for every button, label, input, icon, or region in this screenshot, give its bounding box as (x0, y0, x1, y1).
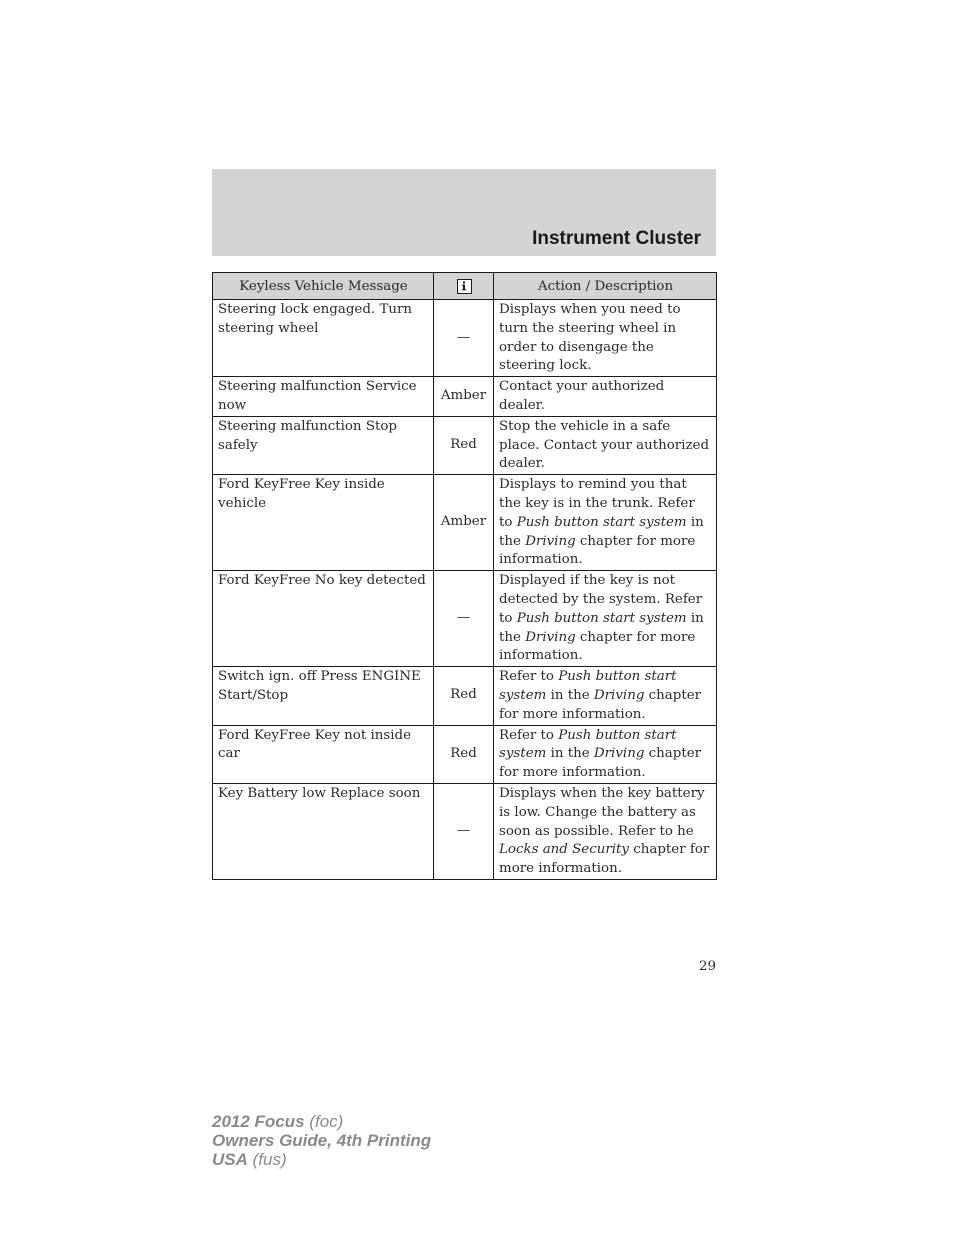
description-reference: Push button start system (516, 514, 687, 530)
description-text: chapter for more information. (499, 842, 710, 877)
description-text: in the (499, 514, 704, 549)
indicator-cell: Amber (434, 377, 494, 417)
message-cell: Ford KeyFree Key inside vehicle (213, 475, 434, 571)
description-reference: Driving (593, 746, 645, 762)
table-row (213, 377, 717, 417)
description-text: in the (546, 687, 594, 703)
description-text: chapter for more information. (499, 629, 696, 664)
table-row (213, 300, 717, 377)
footer-region: USA (212, 1150, 248, 1169)
section-title: Instrument Cluster (532, 228, 701, 249)
footer-guide: Owners Guide, 4th Printing (212, 1131, 432, 1150)
description-reference: Locks and Security (499, 842, 629, 858)
description-text: Contact your authorized dealer. (499, 379, 665, 413)
column-header-message: Keyless Vehicle Message (213, 273, 434, 300)
description-reference: Driving (525, 533, 576, 549)
description-text: Refer to (499, 669, 559, 685)
indicator-cell: Red (434, 416, 494, 474)
indicator-cell: Red (434, 725, 494, 783)
description-cell (494, 667, 717, 725)
description-reference: Push button start system (499, 669, 677, 703)
description-cell (494, 475, 717, 571)
indicator-cell: Red (434, 667, 494, 725)
description-text: Displays to remind you that the key is in the trunk. Refer to (499, 477, 695, 530)
footer-line-1 (212, 1112, 431, 1131)
section-header-band (212, 169, 716, 256)
description-text: Stop the vehicle in a safe place. Contact your authorized dealer. (499, 418, 710, 472)
message-cell: Steering malfunction Service now (213, 377, 434, 417)
message-cell: Ford KeyFree Key not inside car (213, 725, 434, 783)
table-row (213, 725, 717, 783)
message-cell: Ford KeyFree No key detected (213, 571, 434, 667)
page-number: 29 (698, 959, 716, 974)
footer-region-code: (fus) (252, 1150, 287, 1169)
footer-line-2 (212, 1131, 431, 1150)
table-header-row (213, 273, 717, 300)
keyless-message-table (212, 272, 717, 880)
description-cell (494, 725, 717, 783)
description-reference: Push button start system (516, 610, 687, 626)
description-text: Displayed if the key is not detected by the system. Refer to (499, 573, 703, 626)
table-row (213, 416, 717, 474)
indicator-cell: — (434, 300, 494, 377)
indicator-cell: — (434, 783, 494, 879)
description-cell (494, 571, 717, 667)
table-row (213, 475, 717, 571)
table-row (213, 783, 717, 879)
message-cell: Steering malfunction Stop safely (213, 416, 434, 474)
description-text: in the (499, 610, 704, 645)
document-footer (212, 1112, 431, 1169)
description-cell (494, 300, 717, 377)
description-reference: Push button start system (499, 727, 677, 762)
indicator-cell: Amber (434, 475, 494, 571)
description-text: Displays when the key battery is low. Change the battery as soon as possible. Refer to he (499, 785, 705, 839)
table-row (213, 667, 717, 725)
description-text: chapter for more information. (499, 533, 696, 568)
description-cell (494, 416, 717, 474)
footer-model: 2012 Focus (212, 1112, 305, 1131)
info-icon (457, 279, 472, 294)
table-row (213, 571, 717, 667)
description-cell (494, 783, 717, 879)
description-text: Refer to (499, 727, 559, 743)
message-cell: Steering lock engaged. Turn steering wheel (213, 300, 434, 377)
column-header-description: Action / Description (494, 273, 717, 300)
description-reference: Driving (525, 629, 576, 645)
footer-line-3 (212, 1150, 431, 1169)
description-text: chapter for more information. (499, 746, 702, 781)
message-cell: Switch ign. off Press ENGINE Start/Stop (213, 667, 434, 725)
description-reference: Driving (593, 687, 645, 703)
description-text: Displays when you need to turn the steering wheel in order to disengage the steering lock. (499, 302, 681, 374)
indicator-cell: — (434, 571, 494, 667)
description-text: in the (546, 746, 594, 762)
column-header-indicator (434, 273, 494, 300)
description-text: chapter for more information. (499, 687, 702, 722)
description-cell (494, 377, 717, 417)
message-cell: Key Battery low Replace soon (213, 783, 434, 879)
footer-model-code: (foc) (309, 1112, 344, 1131)
